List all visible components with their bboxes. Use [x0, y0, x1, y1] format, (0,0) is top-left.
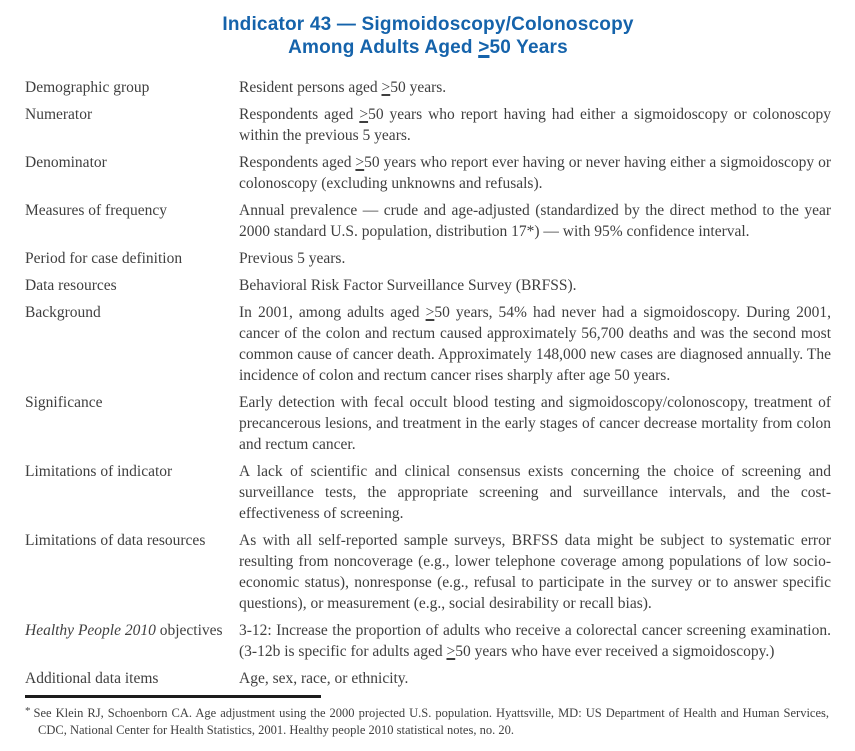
geq-symbol: >	[355, 154, 365, 171]
title-line-1: Indicator 43 — Sigmoidoscopy/Colonoscopy	[222, 14, 634, 35]
footnote	[25, 703, 831, 738]
geq-symbol: >	[381, 79, 391, 96]
row-label-italic-segment: Healthy People 2010	[25, 622, 156, 639]
row-label	[25, 461, 239, 524]
row-value: A lack of scientific and clinical consensus exists concerning the choice of screening and surveillance tests, the appropriate screening and surveillance intervals, and the cost-effectiveness of screening.	[239, 463, 831, 522]
row-label	[25, 392, 239, 455]
row-value: Respondents aged >50 years who report having had either a sigmoidoscopy or colonoscopy within the previous 5 years.	[239, 106, 831, 144]
title-line-2: Among Adults Aged >50 Years	[288, 37, 568, 58]
table-row	[25, 152, 831, 194]
table-row	[25, 200, 831, 242]
row-label-segment: Period for case definition	[25, 250, 183, 267]
footnote-text: See Klein RJ, Schoenborn CA. Age adjustment using the 2000 projected U.S. population. Hyattsville, MD: US Department of Health and Human Services, CDC, National Center for Health Statistics, 2001. Healthy people 2010 statistical notes, no. 20.	[33, 706, 829, 737]
row-label	[25, 668, 239, 689]
row-label	[25, 620, 239, 662]
table-row	[25, 461, 831, 524]
table-row	[25, 77, 831, 98]
row-label-segment: Limitations of indicator	[25, 463, 173, 480]
table-row	[25, 668, 831, 689]
table-row	[25, 620, 831, 662]
row-label-segment: Significance	[25, 394, 103, 411]
row-value: Respondents aged >50 years who report ever having or never having either a sigmoidoscopy or colonoscopy (excluding unknowns and refusals).	[239, 154, 831, 192]
indicator-definition-list	[25, 77, 831, 689]
table-row	[25, 275, 831, 296]
row-label-segment: Measures of frequency	[25, 202, 168, 219]
row-label-segment: Background	[25, 304, 101, 321]
row-label	[25, 104, 239, 146]
row-label-segment: Data resources	[25, 277, 117, 294]
table-row	[25, 392, 831, 455]
row-label	[25, 302, 239, 386]
row-label	[25, 248, 239, 269]
table-row	[25, 248, 831, 269]
row-label	[25, 530, 239, 614]
geq-symbol: >	[359, 106, 369, 123]
footnote-divider	[25, 695, 321, 698]
row-label	[25, 152, 239, 194]
row-value: Age, sex, race, or ethnicity.	[239, 670, 409, 687]
row-label-segment: objectives	[155, 622, 223, 639]
geq-symbol: >	[446, 643, 456, 660]
row-label-segment: Numerator	[25, 106, 93, 123]
table-row	[25, 302, 831, 386]
table-row	[25, 530, 831, 614]
row-value: Previous 5 years.	[239, 250, 346, 267]
row-label	[25, 77, 239, 98]
row-label-segment: Demographic group	[25, 79, 150, 96]
geq-symbol: >	[478, 37, 490, 58]
row-value: Resident persons aged >50 years.	[239, 79, 447, 96]
table-row	[25, 104, 831, 146]
page-title	[25, 13, 831, 59]
row-value: As with all self-reported sample surveys, BRFSS data might be subject to systematic error resulting from noncoverage (e.g., lower telephone coverage among populations of low socio-economic status), nonresponse (e.g., refusal to participate in the survey or to answer specific questions), or measurement (e.g., social desirability or recall bias).	[239, 532, 831, 612]
row-value: 3-12: Increase the proportion of adults who receive a colorectal cancer screening examination. (3-12b is specific for adults aged >50 years who have ever received a sigmoidoscopy.)	[239, 622, 831, 660]
row-label-segment: Denominator	[25, 154, 107, 171]
row-label	[25, 275, 239, 296]
row-label	[25, 200, 239, 242]
geq-symbol: >	[425, 304, 435, 321]
row-value: Behavioral Risk Factor Surveillance Survey (BRFSS).	[239, 277, 577, 294]
row-value: Early detection with fecal occult blood testing and sigmoidoscopy/colonoscopy, treatment of precancerous lesions, and treatment in the early stages of cancer decrease mortality from colon and rectum cancer.	[239, 394, 831, 453]
row-label-segment: Additional data items	[25, 670, 159, 687]
row-label-segment: Limitations of data resources	[25, 532, 206, 549]
row-value: Annual prevalence — crude and age-adjusted (standardized by the direct method to the year 2000 standard U.S. population, distribution 17*) — with 95% confidence interval.	[239, 202, 831, 240]
footnote-marker: *	[25, 705, 31, 717]
row-value: In 2001, among adults aged >50 years, 54% had never had a sigmoidoscopy. During 2001, cancer of the colon and rectum caused approximately 56,700 deaths and was the second most common cause of cancer death. Approximately 148,000 new cases are diagnosed annually. The incidence of colon and rectum cancer rises sharply after age 50 years.	[239, 304, 831, 384]
